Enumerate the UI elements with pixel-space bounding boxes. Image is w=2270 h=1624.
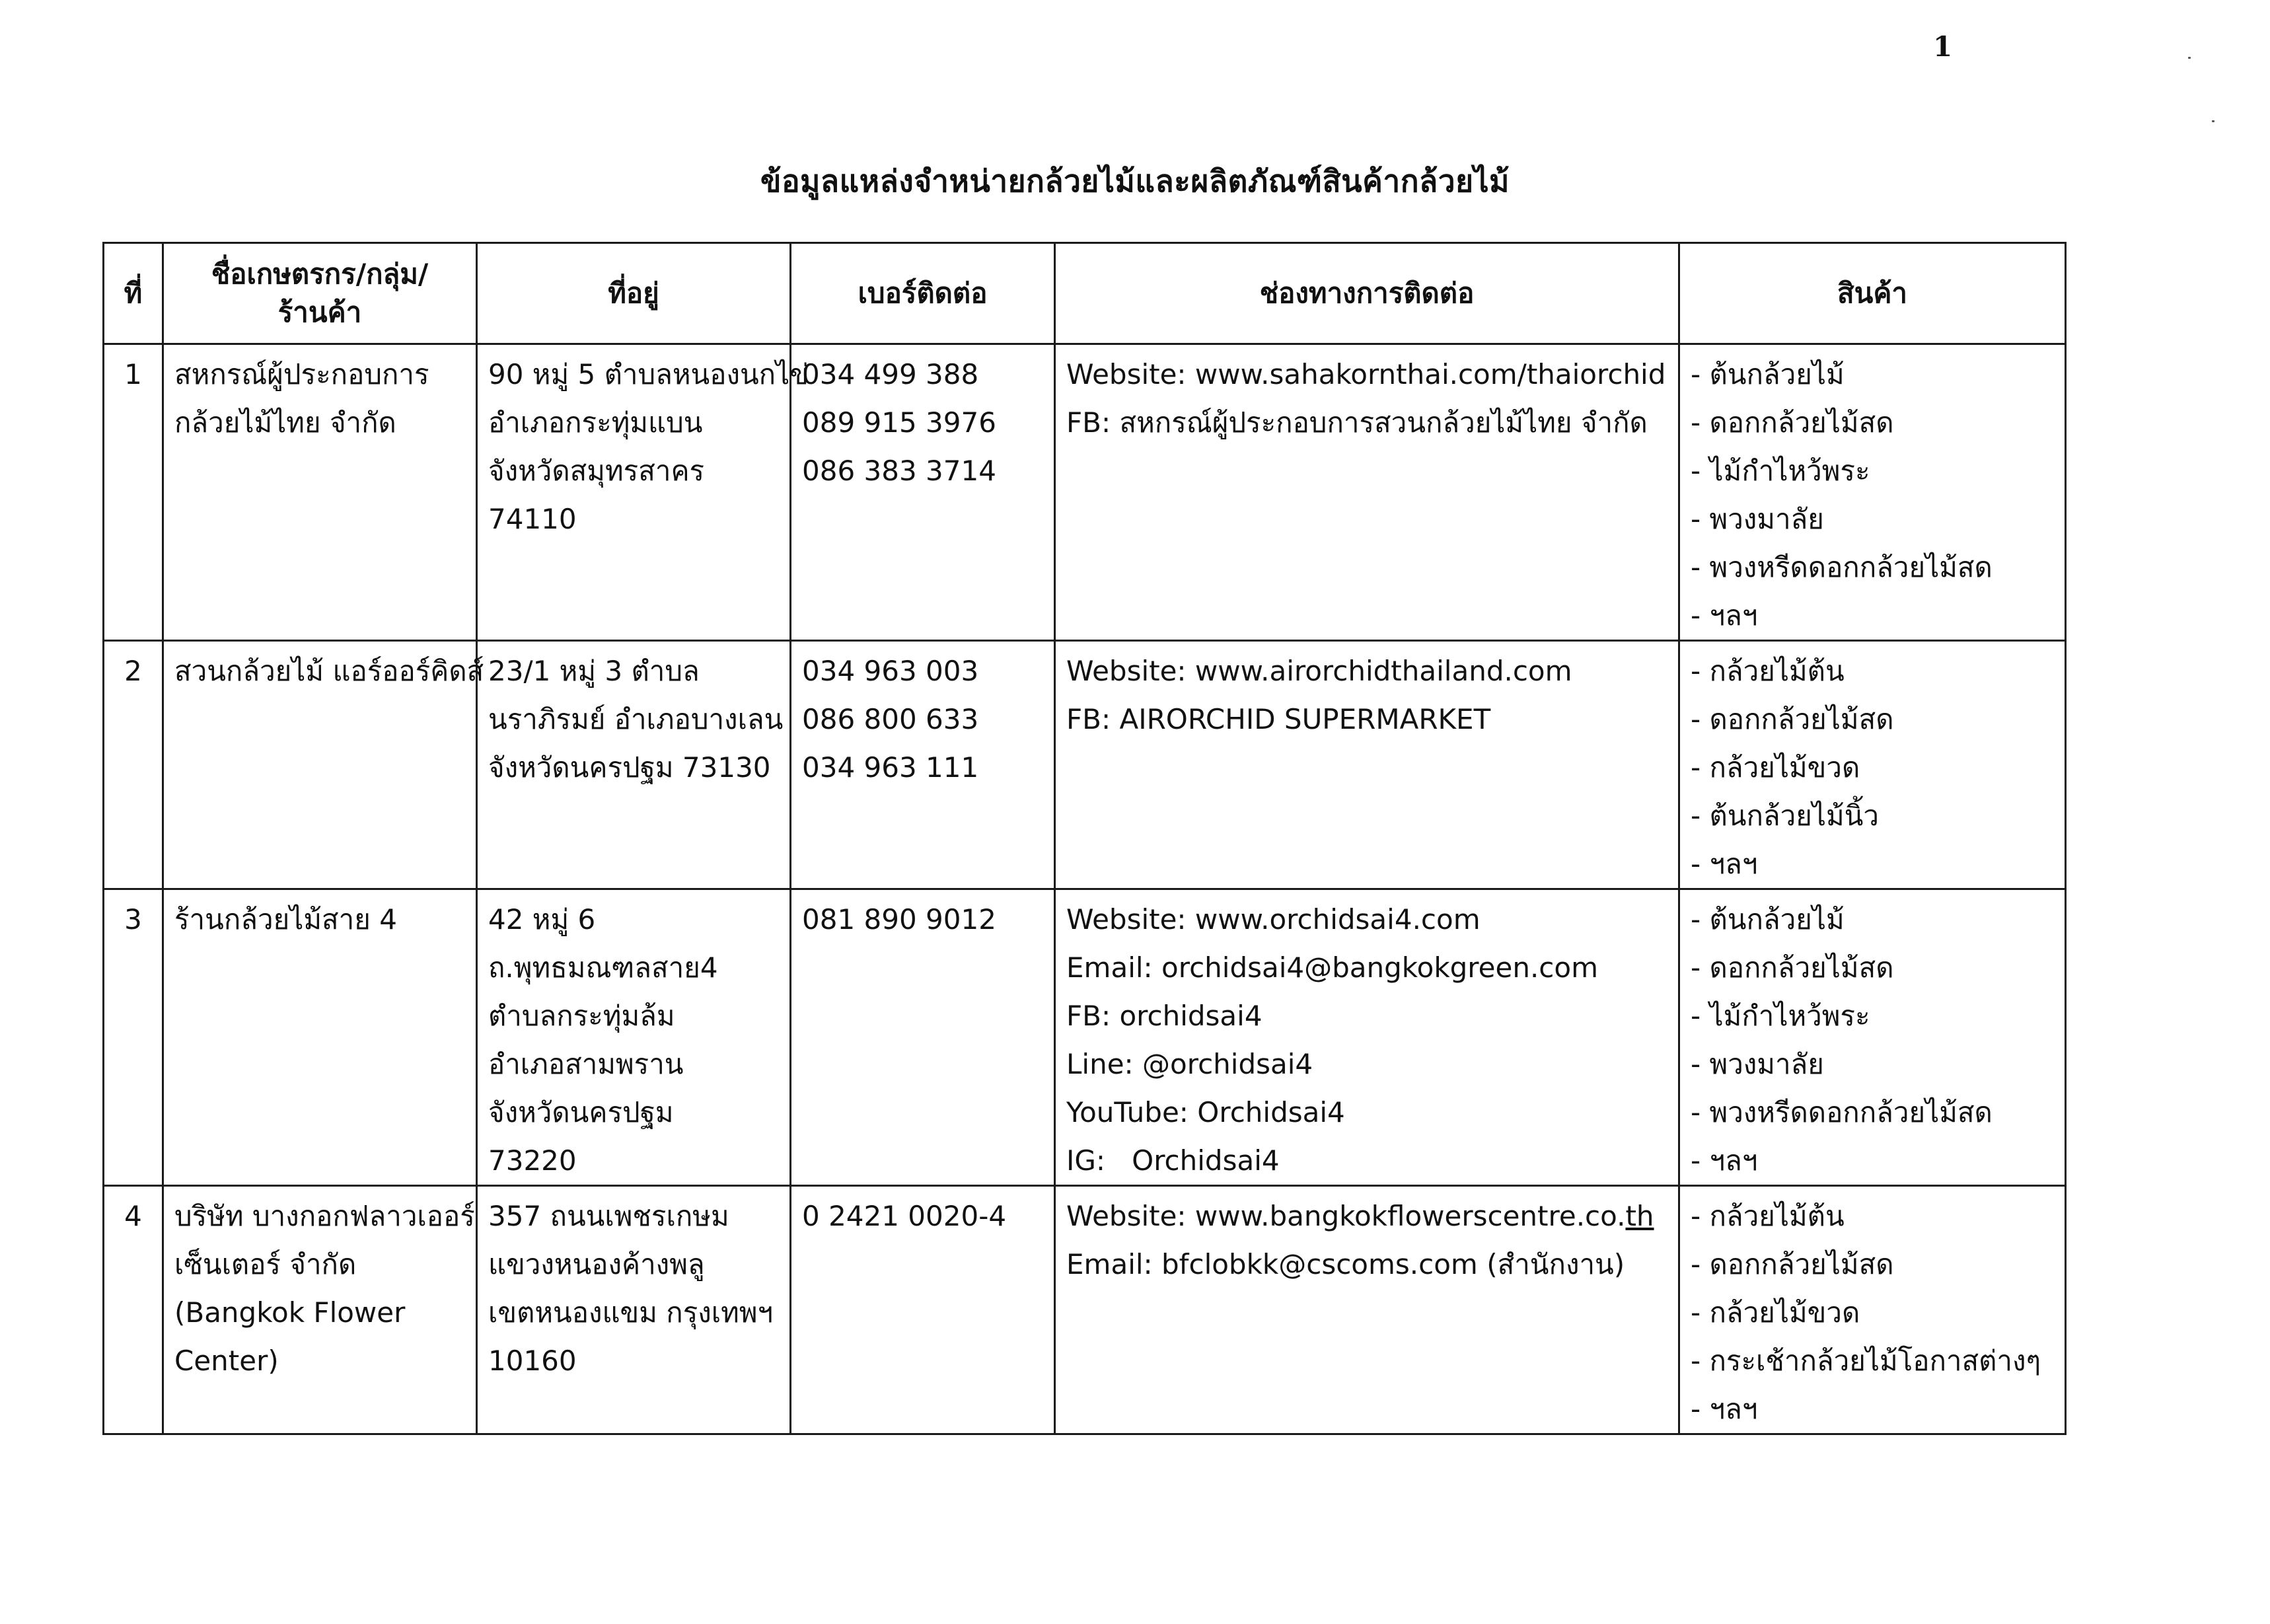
vendor-table (102, 242, 2067, 1435)
vendor-table-container (102, 242, 2065, 1435)
vendor-name-line: บริษัท บางกอกฟลาวเออร์ (174, 1200, 475, 1232)
contact-channel: Website: www.sahakornthai.com/thaiorchid (1066, 358, 1666, 390)
product-item: - ดอกกล้วยไม้สด (1691, 951, 1894, 984)
phone-number: 086 800 633 (802, 703, 979, 735)
product-item: - กล้วยไม้ต้น (1691, 1200, 1845, 1232)
header-address: ที่อยู่ (477, 243, 791, 344)
vendor-name-line: Center) (174, 1345, 279, 1377)
product-item: - ฯลฯ (1691, 1393, 1758, 1425)
product-item: - ดอกกล้วยไม้สด (1691, 406, 1894, 439)
header-no: ที่ (104, 243, 163, 344)
product-item: - พวงมาลัย (1691, 1048, 1824, 1080)
contact-channel: FB: สหกรณ์ผู้ประกอบการสวนกล้วยไม้ไทย จำกัด (1066, 406, 1648, 439)
product-item: - ไม้กำไหว้พระ (1691, 1000, 1870, 1032)
header-channels: ช่องทางการติดต่อ (1055, 243, 1679, 344)
address-line: จังหวัดสมุทรสาคร (488, 455, 705, 487)
contact-channel: Website: www.orchidsai4.com (1066, 903, 1481, 936)
scan-speck (2212, 120, 2215, 122)
vendor-phones (791, 889, 1055, 1186)
vendor-name-line: เซ็นเตอร์ จำกัด (174, 1248, 357, 1280)
contact-channel-website (1066, 1192, 1667, 1240)
table-row (104, 641, 2066, 889)
phone-number: 034 499 388 (802, 358, 979, 390)
address-line: ตำบลกระทุ่มล้ม (488, 1000, 675, 1032)
address-line: 73220 (488, 1144, 577, 1177)
vendor-phones (791, 344, 1055, 641)
vendor-channels (1055, 1186, 1679, 1434)
row-number: 4 (104, 1186, 163, 1434)
product-item: - ดอกกล้วยไม้สด (1691, 1248, 1894, 1280)
page-number: 1 (1933, 30, 1953, 63)
contact-channel: IG: Orchidsai4 (1066, 1144, 1280, 1177)
header-products: สินค้า (1679, 243, 2066, 344)
table-row (104, 344, 2066, 641)
product-item: - ฯลฯ (1691, 599, 1758, 632)
phone-number: 081 890 9012 (802, 903, 996, 936)
phone-number: 034 963 111 (802, 751, 979, 784)
contact-channel: FB: AIRORCHID SUPERMARKET (1066, 703, 1491, 735)
vendor-products (1679, 641, 2066, 889)
address-line: นราภิรมย์ อำเภอบางเลน (488, 703, 784, 735)
address-line: 23/1 หมู่ 3 ตำบล (488, 655, 700, 687)
header-phone: เบอร์ติดต่อ (791, 243, 1055, 344)
vendor-channels (1055, 889, 1679, 1186)
vendor-channels (1055, 641, 1679, 889)
product-item: - ไม้กำไหว้พระ (1691, 455, 1870, 487)
vendor-address (477, 641, 791, 889)
contact-channel: Email: bfclobkk@cscoms.com (สำนักงาน) (1066, 1248, 1625, 1280)
row-number: 1 (104, 344, 163, 641)
phone-number: 086 383 3714 (802, 455, 996, 487)
vendor-products (1679, 1186, 2066, 1434)
row-number: 2 (104, 641, 163, 889)
contact-channel: Line: @orchidsai4 (1066, 1048, 1313, 1080)
vendor-phones (791, 641, 1055, 889)
product-item: - พวงมาลัย (1691, 503, 1824, 535)
vendor-name-line: ร้านกล้วยไม้สาย 4 (174, 903, 397, 936)
vendor-name (163, 889, 477, 1186)
website-text-underlined: th (1625, 1200, 1654, 1232)
address-line: อำเภอสามพราน (488, 1048, 684, 1080)
address-line: จังหวัดนครปฐม (488, 1096, 674, 1128)
phone-number: 089 915 3976 (802, 406, 996, 439)
address-line: 357 ถนนเพชรเกษม (488, 1200, 729, 1232)
address-line: 10160 (488, 1345, 577, 1377)
product-item: - พวงหรีดดอกกล้วยไม้สด (1691, 551, 1993, 583)
table-row (104, 889, 2066, 1186)
product-item: - ต้นกล้วยไม้ (1691, 903, 1845, 936)
vendor-phones (791, 1186, 1055, 1434)
vendor-name-line: (Bangkok Flower (174, 1296, 406, 1329)
address-line: จังหวัดนครปฐม 73130 (488, 751, 771, 784)
phone-number: 0 2421 0020-4 (802, 1200, 1007, 1232)
address-line: แขวงหนองค้างพลู (488, 1248, 705, 1280)
product-item: - กล้วยไม้ขวด (1691, 1296, 1860, 1329)
address-line: อำเภอกระทุ่มแบน (488, 406, 703, 439)
contact-channel: YouTube: Orchidsai4 (1066, 1096, 1345, 1128)
header-name-line: ชื่อเกษตรกร/กลุ่ม/ (211, 258, 429, 290)
vendor-name-line: สวนกล้วยไม้ แอร์ออร์คิดส์ (174, 655, 484, 687)
product-item: - กล้วยไม้ขวด (1691, 751, 1860, 784)
vendor-address (477, 1186, 791, 1434)
vendor-name-line: สหกรณ์ผู้ประกอบการ (174, 358, 429, 390)
contact-channel: Website: www.airorchidthailand.com (1066, 655, 1572, 687)
vendor-products (1679, 889, 2066, 1186)
phone-number: 034 963 003 (802, 655, 979, 687)
product-item: - ต้นกล้วยไม้ (1691, 358, 1845, 390)
vendor-name-line: กล้วยไม้ไทย จำกัด (174, 406, 396, 439)
address-line: 42 หมู่ 6 (488, 903, 596, 936)
scan-speck (2188, 57, 2191, 59)
vendor-name (163, 1186, 477, 1434)
header-name (163, 243, 477, 344)
address-line: 90 หมู่ 5 ตำบลหนองนกไข่ (488, 358, 809, 390)
vendor-products (1679, 344, 2066, 641)
document-title: ข้อมูลแหล่งจำหน่ายกล้วยไม้และผลิตภัณฑ์สินค้ากล้วยไม้ (760, 163, 1510, 199)
table-row (104, 1186, 2066, 1434)
product-item: - พวงหรีดดอกกล้วยไม้สด (1691, 1096, 1993, 1128)
vendor-name (163, 641, 484, 889)
vendor-channels (1055, 344, 1679, 641)
vendor-address (477, 344, 809, 641)
vendor-address (477, 889, 791, 1186)
contact-channel: Email: orchidsai4@bangkokgreen.com (1066, 951, 1598, 984)
product-item: - ต้นกล้วยไม้นิ้ว (1691, 799, 1879, 832)
website-text: Website: www.bangkokflowerscentre.co. (1066, 1200, 1626, 1232)
address-line: เขตหนองแขม กรุงเทพฯ (488, 1296, 774, 1329)
address-line: ถ.พุทธมณฑลสาย4 (488, 951, 718, 984)
vendor-name (163, 344, 477, 641)
product-item: - ดอกกล้วยไม้สด (1691, 703, 1894, 735)
table-header-row (104, 243, 2066, 344)
contact-channel: FB: orchidsai4 (1066, 1000, 1263, 1032)
product-item: - ฯลฯ (1691, 1144, 1758, 1177)
address-line: 74110 (488, 503, 577, 535)
product-item: - ฯลฯ (1691, 848, 1758, 880)
header-name-line: ร้านค้า (277, 296, 362, 328)
row-number: 3 (104, 889, 163, 1186)
product-item: - กระเช้ากล้วยไม้โอกาสต่างๆ (1691, 1345, 2041, 1377)
product-item: - กล้วยไม้ต้น (1691, 655, 1845, 687)
